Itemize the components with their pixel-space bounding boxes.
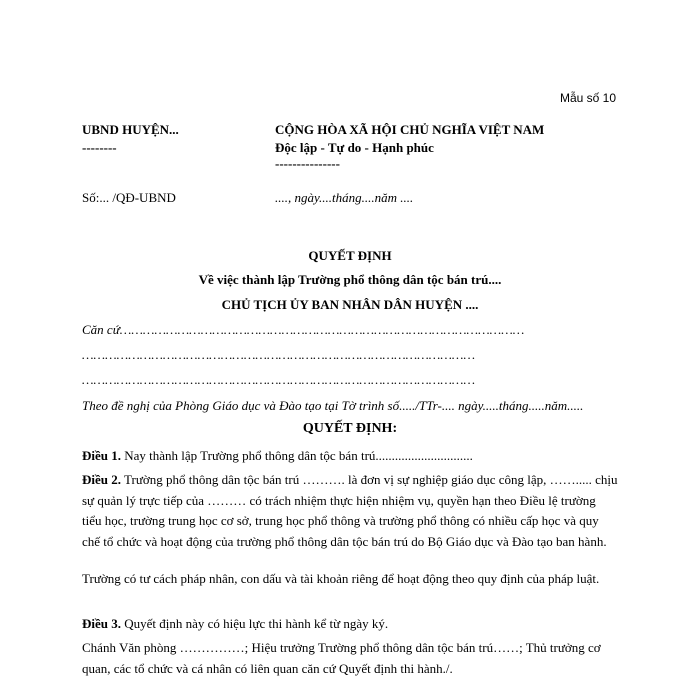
article-3-text: Quyết định này có hiệu lực thi hành kể từ ngày ký.: [121, 616, 389, 631]
legal-status-text: Trường có tư cách pháp nhân, con dấu và tài khoản riêng để hoạt động theo quy định của pháp luật.: [82, 571, 600, 586]
decision-title: QUYẾT ĐỊNH: [308, 248, 392, 263]
issuing-authority: UBND HUYỆN...: [82, 122, 179, 137]
basis-line-2: …………………………………………………………………………………………: [82, 347, 476, 362]
proposal-line: Theo đề nghị của Phòng Giáo dục và Đào tạo tại Tờ trình số...../TTr-.... ngày.....tháng.....năm.....: [82, 398, 584, 413]
article-2-legal-status: [82, 569, 618, 590]
basis-line-3: …………………………………………………………………………………………: [82, 372, 476, 387]
basis-line-1: Căn cứ……………………………………………………………………………………………: [82, 322, 525, 337]
issuer-title: CHỦ TỊCH ỦY BAN NHÂN DÂN HUYỆN ....: [221, 297, 479, 312]
motto-rule: ---------------: [275, 156, 340, 171]
article-2-label: Điều 2.: [82, 472, 121, 487]
document-number: Số:... /QĐ-UBND: [82, 190, 176, 205]
decision-heading: QUYẾT ĐỊNH:: [302, 421, 398, 436]
place-date: ...., ngày....tháng....năm ....: [275, 190, 414, 205]
decision-subject: Về việc thành lập Trường phổ thông dân tộc bán trú....: [198, 272, 502, 287]
article-2-text: Trường phổ thông dân tộc bán trú ………. là đơn vị sự nghiệp giáo dục công lập, ……..... chịu sự quản lý trực tiếp của ……… có trách nhiệm thực hiện nhiệm vụ, quyền hạn theo Điều lệ trường tiểu học, trường trung học cơ sở, trung học phổ thông và trường phổ thông có nhiều cấp học và quy chế tổ chức và hoạt động của trường phổ thông dân tộc bán trú do Bộ Giáo dục và Đào tạo ban hành.: [82, 472, 618, 549]
implementation-clause: [82, 638, 618, 679]
article-3-label: Điều 3.: [82, 616, 121, 631]
article-1: [82, 446, 618, 467]
article-1-text: Nay thành lập Trường phổ thông dân tộc bán trú..............................: [121, 448, 473, 463]
implementation-text: Chánh Văn phòng ……………; Hiệu trưởng Trường phổ thông dân tộc bán trú……; Thủ trưởng cơ quan, các tổ chức và cá nhân có liên quan căn cứ Quyết định thi hành./.: [82, 640, 601, 676]
form-number: Mẫu số 10: [560, 91, 617, 105]
article-2: [82, 470, 618, 552]
authority-rule: --------: [82, 140, 117, 155]
country-name: CỘNG HÒA XÃ HỘI CHỦ NGHĨA VIỆT NAM: [275, 122, 545, 137]
article-3: [82, 614, 618, 635]
article-1-label: Điều 1.: [82, 448, 121, 463]
national-motto: Độc lập - Tự do - Hạnh phúc: [275, 140, 434, 155]
